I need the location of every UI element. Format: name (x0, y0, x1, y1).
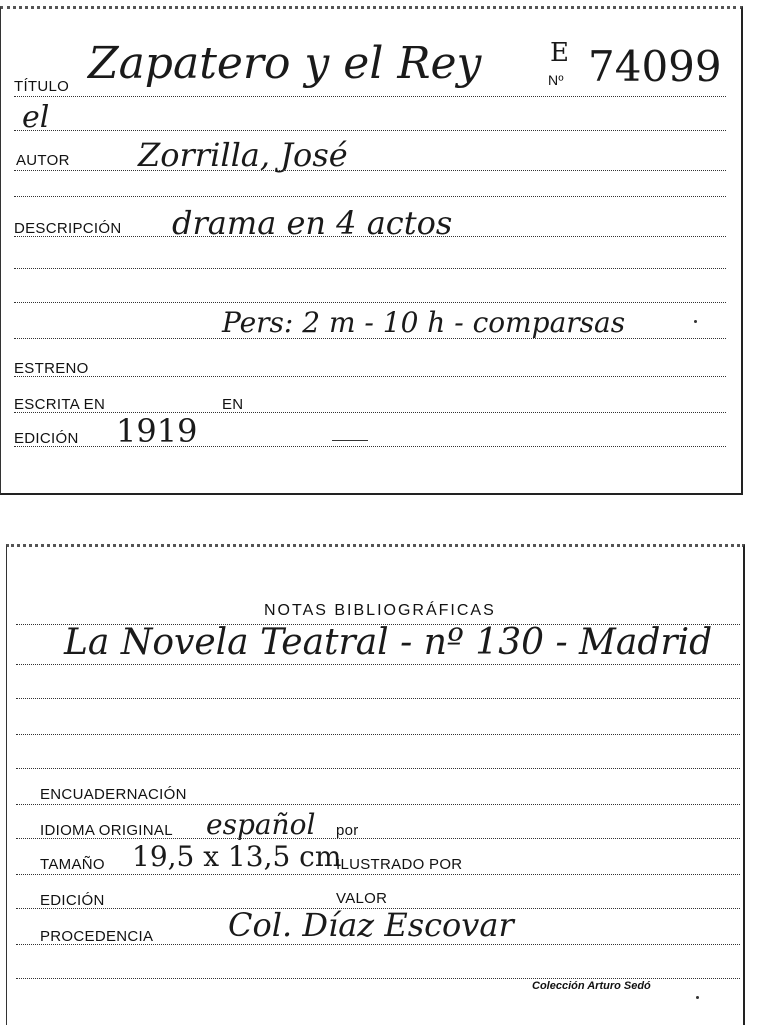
descripcion-line-3 (14, 302, 726, 303)
descripcion-line-2 (14, 268, 726, 269)
estreno-label: ESTRENO (14, 360, 89, 377)
valor-label: VALOR (336, 890, 388, 907)
titulo-label: TÍTULO (14, 78, 70, 95)
edicion2-label: EDICIÓN (40, 892, 105, 909)
procedencia-line-2 (16, 978, 740, 979)
autor-label: AUTOR (16, 152, 70, 169)
notas-line-2 (16, 664, 740, 665)
descripcion-line-4 (14, 338, 726, 339)
descripcion-line (14, 236, 726, 237)
pen-stroke (332, 440, 368, 441)
edicion-value: 1919 (116, 412, 198, 450)
coleccion-label: Colección Arturo Sedó (532, 980, 651, 992)
procedencia-label: PROCEDENCIA (40, 928, 154, 945)
procedencia-value: Col. Díaz Escovar (228, 906, 514, 944)
titulo-article: el (22, 100, 50, 135)
tamano-value: 19,5 x 13,5 cm (132, 840, 342, 873)
notas-line-3 (16, 698, 740, 699)
idioma-label: IDIOMA ORIGINAL (40, 822, 173, 839)
por-label: por (336, 822, 359, 839)
en-label: EN (222, 396, 244, 413)
titulo-line (14, 96, 726, 97)
edicion-line (14, 446, 726, 447)
notas-heading: NOTAS BIBLIOGRÁFICAS (264, 602, 496, 619)
autor-line (14, 170, 726, 171)
descripcion-extra: Pers: 2 m - 10 h - comparsas (222, 306, 626, 339)
encuadernacion-line (16, 804, 740, 805)
titulo-line-2 (14, 130, 726, 131)
ink-speck-2 (694, 320, 697, 323)
encuadernacion-label: ENCUADERNACIÓN (40, 786, 187, 803)
ink-speck (696, 996, 699, 999)
numero-value: 74099 (588, 42, 722, 91)
descripcion-label: DESCRIPCIÓN (14, 220, 122, 237)
titulo-value: Zapatero y el Rey (88, 38, 482, 89)
autor-line-2 (14, 196, 726, 197)
notas-line-4 (16, 734, 740, 735)
tamano-label: TAMAÑO (40, 856, 105, 873)
escrita-label: ESCRITA EN (14, 396, 106, 413)
numero-prefix: E (550, 38, 569, 68)
nota-value: La Novela Teatral - nº 130 - Madrid (64, 622, 713, 663)
autor-value: Zorrilla, José (138, 136, 348, 174)
estreno-line (14, 376, 726, 377)
descripcion-value: drama en 4 actos (172, 204, 453, 242)
edicion-label: EDICIÓN (14, 430, 79, 447)
notas-line-5 (16, 768, 740, 769)
numero-label: Nº (548, 72, 564, 88)
idioma-value: español (206, 808, 316, 841)
procedencia-line (16, 944, 740, 945)
idioma-line (16, 838, 740, 839)
ilustrado-label: ILUSTRADO POR (336, 856, 463, 873)
tamano-line (16, 874, 740, 875)
